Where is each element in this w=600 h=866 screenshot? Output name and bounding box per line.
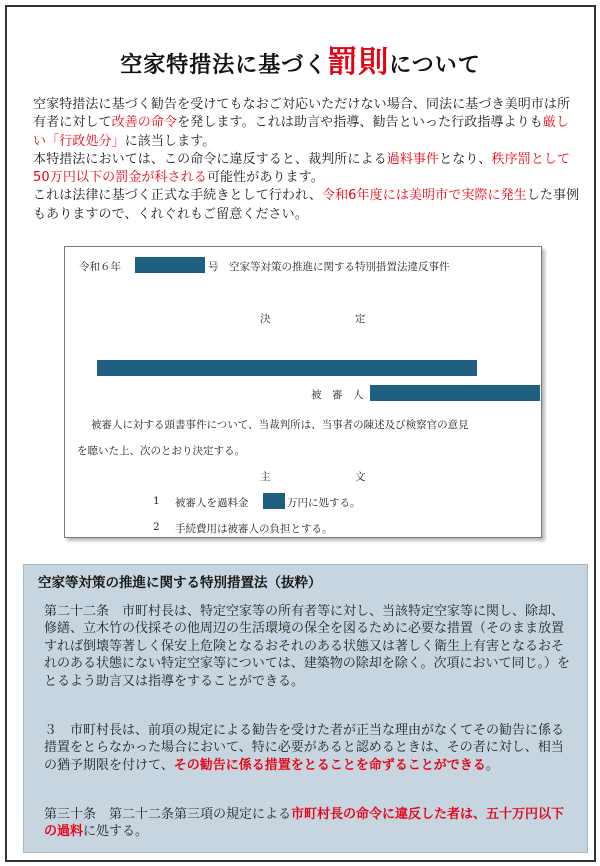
article-22-paragraph-3: ３ 市町村長は、前項の規定による勧告を受けた者が正当な理由がなくてその勧告に係る措置をとらなかった場合において、特に必要があると認めるときは、その者に対し、相当の猶予期限を付けて、その勧告に係る措置をとることを命ずることができる。: [44, 723, 565, 773]
item-2-text: 手続費用は被審人の負担とする。: [175, 523, 333, 535]
case-title: 号 空家等対策の推進に関する特別措置法違反事件: [208, 261, 450, 273]
case-number-prefix: 令和６年: [79, 261, 121, 273]
article-22: 第二十二条 市町村長は、特定空家等の所有者等に対し、当該特定空家等に関し、除却、修繕、立木竹の伐採その他周辺の生活環境の保全を図るために必要な措置（そのまま放置すれば倒壊等著しく保安上危険となるおそれのある状態又は著しく衛生上有害となるおそれのある状態にない特定空家等については、建築物の除却を除く。次項において同じ。）をとるよう助言又は指導をすることができる。: [44, 604, 570, 689]
title-emphasis: 罰則: [327, 45, 390, 80]
intro-paragraph-3: これは法律に基づく正式な手続きとして行われ、令和6年度には美明市で実際に発生した事例もありますので、くれぐれもご留意ください。: [33, 188, 580, 222]
intro-text: [33, 96, 581, 224]
decision-body-line-1: 被審人に対する頭書事件について、当裁判所は、当事者の陳述及び検察官の意見: [91, 419, 469, 431]
notice-frame: [5, 5, 596, 862]
excerpt-heading: 空家等対策の推進に関する特別措置法（抜粋）: [38, 575, 322, 591]
heading-ketsu: 決: [260, 313, 271, 325]
defendant-label: 被 審 人: [311, 389, 364, 401]
redacted-fine-amount: [263, 493, 285, 509]
item-1-text-after: 万円に処する。: [287, 497, 361, 509]
item-1-text-before: 被審人を過料金: [175, 497, 249, 509]
heading-shu: 主: [260, 471, 271, 483]
page-title: 空家特措法に基づく罰則について: [120, 45, 481, 80]
item-1-number: 1: [153, 495, 160, 507]
redacted-defendant-name: [370, 385, 540, 401]
intro-paragraph-2: 本特措法においては、この命令に違反すると、裁判所による過料事件となり、秩序罰として50万円以下の罰金が科される可能性があります。: [33, 151, 571, 186]
redacted-case-number: [135, 257, 205, 273]
court-decision-document: [64, 246, 542, 538]
item-2-number: 2: [153, 521, 160, 533]
law-excerpt-box: [23, 564, 588, 853]
article-30: 第三十条 第二十二条第三項の規定による市町村長の命令に違反した者は、五十万円以下の過料に処する。: [44, 807, 565, 840]
heading-tei: 定: [355, 313, 366, 325]
intro-paragraph-1: 空家特措法に基づく勧告を受けてもなおご対応いただけない場合、同法に基づき美明市は所有者に対して改善の命令を発します。これは助言や指導、勧告といった行政指導よりも厳しい「行政処分」に該当します。: [33, 97, 571, 149]
heading-bun: 文: [355, 471, 366, 483]
decision-body-line-2: を聴いた上、次のとおり決定する。: [77, 445, 245, 457]
redacted-address: [97, 360, 477, 376]
